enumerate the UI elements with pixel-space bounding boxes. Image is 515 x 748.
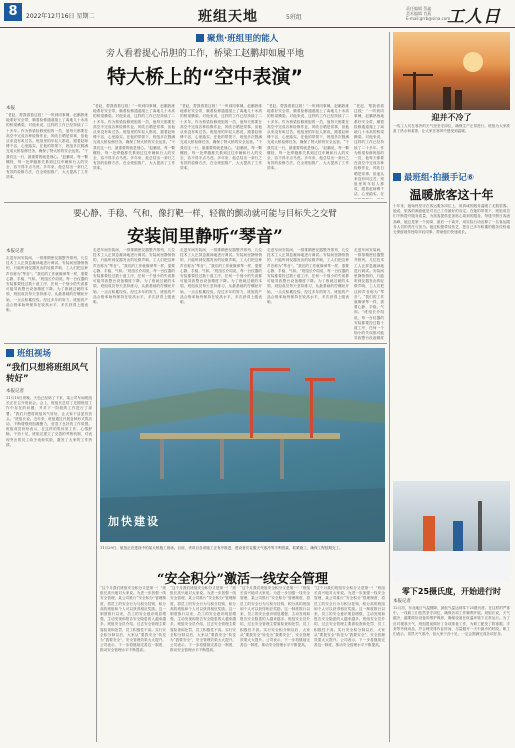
story1-headline: 特大桥上的“空中表演”	[107, 66, 303, 88]
story1-subheadline: 旁人看着提心吊胆的工作，桥梁工赵鹏却如履平地	[105, 49, 304, 59]
newspaper-logo: 工人日	[447, 7, 501, 27]
sunset-illustration	[393, 32, 510, 110]
story2-subheadline: 要心静、手稳、气和，像打靶一样，轻微的颤动就可能与目标失之交臂	[73, 209, 337, 219]
story4-col-3: “这个月我们班组安全积分又是第一！”班组长高兴地对大家说。为进一步加强一线安全管理，某公司推行“安全积分”管理制度，将员工的安全行为与积分挂钩，积分高的班组和个人可以获得相应奖励。这一制度推行以来，员工的安全意识明显增强，主动发现和报告安全隐患的人越来越多。班组安全员介绍，过去安全管理主要靠检查和处罚，员工积极性不高。实行安全积分制以后，大家从“要我安全”转变为“我要安全”，安全管理效果大大提升。公司表示，下一步将继续完善这一制度，推动安全管理水平不断提高。	[240, 586, 310, 648]
editor-email: E-mail:grrb@sina.com	[406, 16, 451, 21]
page-number: 8	[4, 3, 22, 21]
story1-tag	[196, 32, 278, 44]
right3-body: 12月初，东北地区气温骤降，最低气温达到零下25摄氏度。在这样的严寒中，一线职工们依然坚守岗位，确保各项工作顺利开展。班组长说，天气越冷，越要做好设备的维护保养，确保设备在低温环境下正常运行。为了应对极寒天气，班组提前做好了各项准备工作，为职工配发了防寒服、手套等劳保用品，并合理安排作业时间，尽量避开一天中最冷的时段。职工们表示，虽然天气寒冷，但大家干劲十足，一定会圆满完成各项任务。	[393, 606, 510, 637]
story3-tag-label: 班组视场	[17, 349, 52, 359]
tag-square-icon	[196, 34, 204, 42]
story3-byline: 本报记者	[6, 389, 24, 394]
divider	[4, 343, 387, 344]
editor-line-1: 责任编辑 蔡鑫	[406, 6, 432, 11]
section-subtitle: 5班组	[286, 14, 302, 21]
right2-tag	[393, 171, 474, 183]
story1-col-4: “老赵，帮我看看这段！”一听到同事喊，赵鹏熟练地系好安全带，顺着检修通道爬上了离地几十米高的桥梁横梁。对他来说，这样的工作已经持续了二十多年。作为桥梁检修班组的一员，他每天都要在高空中完成各种检修作业，风吹日晒是常事，但他从来没有叫过苦。班组里的年轻人都说，跟着赵师傅干活，心里踏实。在他的带领下，班组多次圆满完成大桥检修任务，确保了特大桥的安全运营。“干我们这一行，最重要的就是细心。”赵鹏说，每一颗螺栓、每一处焊缝都关系到过往车辆和行人的安全，容不得半点马虎。多年来，他总结出一套行之有效的检修方法，在全班组推广，大大提高了工作效率。	[267, 104, 349, 171]
story4-col-1: “这个月我们班组安全积分又是第一！”班组长高兴地对大家说。为进一步加强一线安全管理，某公司推行“安全积分”管理制度，将员工的安全行为与积分挂钩，积分高的班组和个人可以获得相应奖励。这一制度推行以来，员工的安全意识明显增强，主动发现和报告安全隐患的人越来越多。班组安全员介绍，过去安全管理主要靠检查和处罚，员工积极性不高。实行安全积分制以后，大家从“要我安全”转变为“我要安全”，安全管理效果大大提升。公司表示，下一步将继续完善这一制度，推动安全管理水平不断提高。	[100, 586, 166, 653]
tag-square-icon	[393, 173, 401, 181]
right3-headline: 零下25摄氏度，开始进行时	[401, 587, 502, 596]
editor-line-2: 美术编辑 肖燕	[406, 11, 432, 16]
photo-label: 加快建设	[108, 515, 160, 528]
story3-tag	[6, 347, 51, 359]
right-column-divider	[389, 32, 390, 742]
story2-byline: 本报记者	[6, 249, 24, 254]
tag-square-icon	[6, 349, 14, 357]
right1-body: 一线工人们在寒冷的天气里坚守岗位，确保生产正常进行。班组为大家准备了热水和姜茶，让大家在寒风中感受到温暖。	[393, 124, 510, 134]
story2-col-1: 走进车间安装间，一排排精密仪器整齐排列，几位技术工人正屏息凝神地进行调试。安装间里静悄悄的，只能听到仪器发出的轻微声响，工人们把这种声音称为“琴音”。“我们的工作就像弹琴一样，需要心静、手稳、气和。”班组长介绍说，每一台仪器的安装都要经过数十道工序，任何一个细小的失误都可能导致整台设备精度下降。为了练就过硬的本领，班组成员每天坚持练习，从最基础的拧螺丝开始，一点点积累经验。经过多年的努力，班组的产品合格率始终保持在较高水平，多次获得上级表彰。	[6, 256, 88, 313]
section-title: 班组天地	[198, 9, 258, 25]
right2-tag-label: 最班组·拍摄手记⑥	[404, 173, 474, 183]
photo1-caption: 11月29日，航拍正在建设中的某大桥施工现场。目前，该项目各项施工正有序推进，建设者们克服天气寒冷等不利因素，抓紧施工，确保工程按期完工。	[100, 546, 343, 550]
story1-col-5: “老赵，帮我看看这段！”一听到同事喊，赵鹏熟练地系好安全带，顺着检修通道爬上了离地几十米高的桥梁横梁。对他来说，这样的工作已经持续了二十多年。作为桥梁检修班组的一员，他每天都要在高空中完成各种检修作业，风吹日晒是常事，但他从来没有叫过苦。班组里的年轻人都说，跟着赵师傅干活，心里踏实。在	[354, 104, 384, 197]
story3-body: 11月18日傍晚，天色已经暗了下来，某公司车间班组长正在召开班前会。会上，班组长总结了近期班组工作中存在的问题，并对下一阶段的工作进行了部署。“我们只想将班组风气转好，让大家干活更有劲头。”班组长说。近年来，班组通过开展各种形式的活动，不断增强班组凝聚力，营造了良好的工作氛围。班组成员纷纷表示，在这样的集体里工作，心情舒畅，干劲十足。班组还建立了完善的考核机制，对表现突出的员工给予表彰奖励，激发了大家的工作热情。	[6, 396, 92, 447]
story4-col-2: “这个月我们班组安全积分又是第一！”班组长高兴地对大家说。为进一步加强一线安全管理，某公司推行“安全积分”管理制度，将员工的安全行为与积分挂钩，积分高的班组和个人可以获得相应奖励。这一制度推行以来，员工的安全意识明显增强，主动发现和报告安全隐患的人越来越多。班组安全员介绍，过去安全管理主要靠检查和处罚，员工积极性不高。实行安全积分制以后，大家从“要我安全”转变为“我要安全”，安全管理效果大大提升。公司表示，下一步将继续完善这一制度，推动安全管理水平不断提高。	[170, 586, 236, 653]
column-divider	[96, 347, 97, 742]
story4-headline: “安全积分”激活一线安全管理	[157, 572, 328, 587]
story4-col-4: “这个月我们班组安全积分又是第一！”班组长高兴地对大家说。为进一步加强一线安全管理，某公司推行“安全积分”管理制度，将员工的安全行为与积分挂钩，积分高的班组和个人可以获得相应奖励。这一制度推行以来，员工的安全意识明显增强，主动发现和报告安全隐患的人越来越多。班组安全员介绍，过去安全管理主要靠检查和处罚，员工积极性不高。实行安全积分制以后，大家从“要我安全”转变为“我要安全”，安全管理效果大大提升。公司表示，下一步将继续完善这一制度，推动安全管理水平不断提高。	[314, 586, 385, 648]
story1-col-3: “老赵，帮我看看这段！”一听到同事喊，赵鹏熟练地系好安全带，顺着检修通道爬上了离地几十米高的桥梁横梁。对他来说，这样的工作已经持续了二十多年。作为桥梁检修班组的一员，他每天都要在高空中完成各种检修作业，风吹日晒是常事，但他从来没有叫过苦。班组里的年轻人都说，跟着赵师傅干活，心里踏实。在他的带领下，班组多次圆满完成大桥检修任务，确保了特大桥的安全运营。“干我们这一行，最重要的就是细心。”赵鹏说，每一颗螺栓、每一处焊缝都关系到过往车辆和行人的安全，容不得半点马虎。多年来，他总结出一套行之有效的检修方法，在全班组推广，大大提高了工作效率。	[180, 104, 262, 171]
story2-col-3: 走进车间安装间，一排排精密仪器整齐排列，几位技术工人正屏息凝神地进行调试。安装间里静悄悄的，只能听到仪器发出的轻微声响，工人们把这种声音称为“琴音”。“我们的工作就像弹琴一样，需要心静、手稳、气和。”班组长介绍说，每一台仪器的安装都要经过数十道工序，任何一个细小的失误都可能导致整台设备精度下降。为了练就过硬的本领，班组成员每天坚持练习，从最基础的拧螺丝开始，一点点积累经验。经过多年的努力，班组的产品合格率始终保持在较高水平，多次获得上级表彰。	[180, 248, 262, 305]
divider	[4, 202, 387, 203]
right2-body: 十年来，她始终坚守在客运服务岗位上，用真诚的服务温暖了无数旅客。她说，旅客的满意就是对自己工作最好的肯定。在她的带领下，班组成员们不断提升服务质量，为旅客提供更加贴心周到的服务。每逢节假日客流高峰，她总是第一个到岗、最后一个离开，用实际行动诠释了一名客运服务人员的责任与担当。她还积极带徒传艺，把自己多年积累的服务经验毫无保留地传授给年轻同事，帮助他们快速成长。	[393, 204, 510, 235]
right3-byline: 本报记者	[393, 599, 411, 604]
right1-caption: 迎并不冷了	[431, 113, 472, 122]
story2-col-2: 走进车间安装间，一排排精密仪器整齐排列，几位技术工人正屏息凝神地进行调试。安装间里静悄悄的，只能听到仪器发出的轻微声响，工人们把这种声音称为“琴音”。“我们的工作就像弹琴一样，需要心静、手稳、气和。”班组长介绍说，每一台仪器的安装都要经过数十道工序，任何一个细小的失误都可能导致整台设备精度下降。为了练就过硬的本领，班组成员每天坚持练习，从最基础的拧螺丝开始，一点点积累经验。经过多年的努力，班组的产品合格率始终保持在较高水平，多次获得上级表彰。	[93, 248, 175, 305]
sunset-workers-photo	[393, 32, 510, 110]
story2-col-5: 走进车间安装间，一排排精密仪器整齐排列，几位技术工人正屏息凝神地进行调试。安装间里静悄悄的，只能听到仪器发出的轻微声响，工人们把这种声音称为“琴音”。“我们的工作就像弹琴一样，需要心静、手稳、气和。”班组长介绍说，每一台仪器的安装都要经过数十道工序，任何一个细小的失误都可能导致整台设备精度	[354, 248, 384, 340]
story2-headline: 安装间里静听“琴音”	[127, 227, 283, 247]
right2-headline: 温暖旅客这十年	[409, 188, 494, 202]
winter-illustration	[393, 481, 510, 581]
story3-headline: “我们只想将班组风气转好”	[6, 363, 89, 384]
issue-date: 2022年12月16日 星期二	[26, 13, 95, 20]
story2-col-4: 走进车间安装间，一排排精密仪器整齐排列，几位技术工人正屏息凝神地进行调试。安装间里静悄悄的，只能听到仪器发出的轻微声响，工人们把这种声音称为“琴音”。“我们的工作就像弹琴一样，需要心静、手稳、气和。”班组长介绍说，每一台仪器的安装都要经过数十道工序，任何一个细小的失误都可能导致整台设备精度下降。为了练就过硬的本领，班组成员每天坚持练习，从最基础的拧螺丝开始，一点点积累经验。经过多年的努力，班组的产品合格率始终保持在较高水平，多次获得上级表彰。	[267, 248, 349, 305]
story1-tag-label: 聚焦·班组里的能人	[207, 34, 279, 44]
story1-byline: 本报	[6, 106, 15, 111]
story1-col-2: “老赵，帮我看看这段！”一听到同事喊，赵鹏熟练地系好安全带，顺着检修通道爬上了离地几十米高的桥梁横梁。对他来说，这样的工作已经持续了二十多年。作为桥梁检修班组的一员，他每天都要在高空中完成各种检修作业，风吹日晒是常事，但他从来没有叫过苦。班组里的年轻人都说，跟着赵师傅干活，心里踏实。在他的带领下，班组多次圆满完成大桥检修任务，确保了特大桥的安全运营。“干我们这一行，最重要的就是细心。”赵鹏说，每一颗螺栓、每一处焊缝都关系到过往车辆和行人的安全，容不得半点马虎。多年来，他总结出一套行之有效的检修方法，在全班组推广，大大提高了工作效率。	[93, 104, 175, 171]
editor-credits	[406, 6, 450, 21]
story1-col-1: “老赵，帮我看看这段！”一听到同事喊，赵鹏熟练地系好安全带，顺着检修通道爬上了离地几十米高的桥梁横梁。对他来说，这样的工作已经持续了二十多年。作为桥梁检修班组的一员，他每天都要在高空中完成各种检修作业，风吹日晒是常事，但他从来没有叫过苦。班组里的年轻人都说，跟着赵师傅干活，心里踏实。在他的带领下，班组多次圆满完成大桥检修任务，确保了特大桥的安全运营。“干我们这一行，最重要的就是细心。”赵鹏说，每一颗螺栓、每一处焊缝都关系到过往车辆和行人的安全，容不得半点马虎。多年来，他总结出一套行之有效的检修方法，在全班组推广，大大提高了工作效率。	[6, 113, 88, 180]
winter-work-photo	[393, 481, 510, 581]
